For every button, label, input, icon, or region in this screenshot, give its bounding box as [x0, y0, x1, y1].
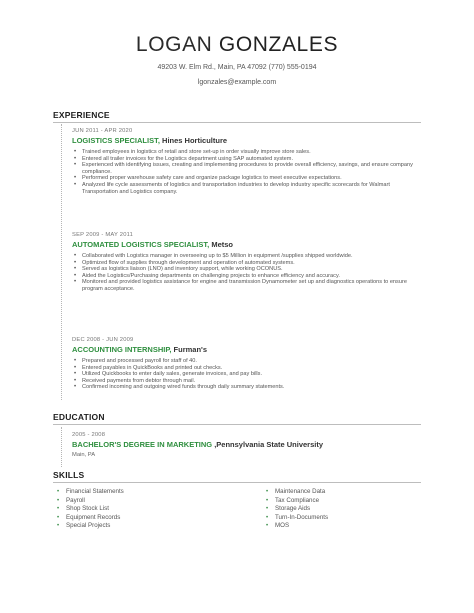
job-bullet: • Prepared and processed payroll for staff of 40. [82, 358, 422, 365]
skill-item: • Equipment Records [57, 513, 121, 521]
bullet-icon: • [266, 497, 269, 504]
job-bullet: • Utilized Quickbooks to enter daily sales, generate invoices, and pay bills. [82, 371, 422, 378]
skill-item: • Tax Compliance [266, 496, 320, 504]
skill-item: • Special Projects [57, 522, 111, 530]
bullet-icon: • [57, 489, 60, 495]
job-bullets [72, 149, 422, 195]
skill-item: • Shop Stock List [57, 505, 109, 513]
job-title-line [72, 136, 422, 146]
bullet-icon: • [266, 506, 269, 513]
job-date: SEP 2009 - MAY 2011 [72, 232, 134, 238]
job-bullet: • Collaborated with Logistics manager in overseeing up to $5 Million in equipment /supplies shipped worldwide. [82, 253, 422, 260]
education-entry [72, 431, 422, 458]
job-bullets [72, 253, 422, 293]
job-date: DEC 2008 - JUN 2009 [72, 337, 134, 343]
job-bullet: • Optimized flow of supplies through development and operation of automated systems. [82, 260, 422, 267]
job-title: LOGISTICS SPECIALIST, [72, 136, 160, 145]
job-bullet: • Aided the Logistics/Purchasing departments on challenging projects to enhance efficiency and accuracy. [82, 273, 422, 280]
bullet-icon: • [266, 489, 269, 495]
experience-entry-3 [72, 336, 422, 391]
contact-address: 49203 W. Elm Rd., Main, PA 47092 (770) 555-0194 [157, 64, 317, 71]
skill-item: • Payroll [57, 496, 85, 504]
experience-entry-2 [72, 231, 422, 293]
education-heading: EDUCATION [53, 412, 105, 422]
contact-email[interactable]: lgonzales@example.com [197, 79, 277, 86]
skills-list-left [57, 488, 227, 531]
skills-divider [53, 482, 421, 483]
bullet-icon: • [57, 497, 60, 504]
degree: BACHELOR'S DEGREE IN MARKETING [72, 440, 213, 449]
education-divider [53, 424, 421, 425]
job-bullet: • Entered all trailer invoices for the Logistics department using SAP automated system. [82, 156, 422, 163]
experience-heading: EXPERIENCE [53, 110, 110, 120]
job-bullet: • Confirmed incoming and outgoing wired funds through daily summary statements. [82, 384, 422, 391]
job-bullet: • Experienced with identifying issues, creating and implementing procedures to provide overall efficiency, savings, and ensure company compliance. [82, 162, 422, 175]
job-bullet: • Analyzed life cycle assessments of logistics and transportation industries to develop industry specific scorecards for Walmart Transportation and Logistics company. [82, 182, 422, 195]
job-bullet: • Monitored and provided logistics assistance for engine and transmission Dynamometer set up and diagnostics operations to ensure program acceptance. [82, 279, 422, 292]
bullet-icon: • [57, 514, 60, 521]
job-bullet: • Entered payables in QuickBooks and printed out checks. [82, 365, 422, 372]
job-title-line [72, 345, 422, 355]
skill-item: • Turn-In-Documents [266, 513, 329, 521]
experience-timeline [61, 124, 62, 400]
skill-item: • Storage Aids [266, 505, 311, 513]
education-title-line [72, 440, 422, 450]
job-company: Furman's [173, 345, 208, 354]
education-date: 2005 - 2008 [72, 432, 106, 438]
candidate-name [0, 33, 474, 57]
job-title: ACCOUNTING INTERNSHIP, [72, 345, 172, 354]
skill-item: • MOS [266, 522, 290, 530]
job-bullet: • Received payments from debtor through mail. [82, 378, 422, 385]
skills-list-right [266, 488, 436, 531]
job-company: Metso [211, 240, 233, 249]
bullet-icon: • [266, 514, 269, 521]
skill-item: • Maintenance Data [266, 488, 326, 495]
education-timeline [61, 427, 62, 467]
skills-heading: SKILLS [53, 470, 85, 480]
job-bullet: • Trained employees in logistics of retail and store set-up in order visually improve store sales. [82, 149, 422, 156]
job-date: JUN 2011 - APR 2020 [72, 128, 133, 134]
resume-header [0, 33, 474, 87]
last-name: GONZALES [218, 33, 339, 56]
first-name: LOGAN [135, 33, 213, 56]
job-title: AUTOMATED LOGISTICS SPECIALIST, [72, 240, 210, 249]
job-bullets [72, 358, 422, 391]
bullet-icon: • [57, 523, 60, 530]
job-title-line [72, 240, 422, 250]
school: ,Pennsylvania State University [214, 440, 324, 449]
experience-divider [53, 122, 421, 123]
skill-item: • Financial Statements [57, 488, 124, 495]
bullet-icon: • [57, 506, 60, 513]
job-company: Hines Horticulture [162, 136, 228, 145]
experience-entry-1 [72, 127, 422, 195]
job-bullet: • Performed proper warehouse safety care and organize package logistics to meet executive expectations. [82, 175, 422, 182]
job-bullet: • Served as logistics liaison (LNO) and inventory support, while working OCONUS. [82, 266, 422, 273]
bullet-icon: • [266, 523, 269, 530]
education-location: Main, PA [72, 452, 96, 458]
